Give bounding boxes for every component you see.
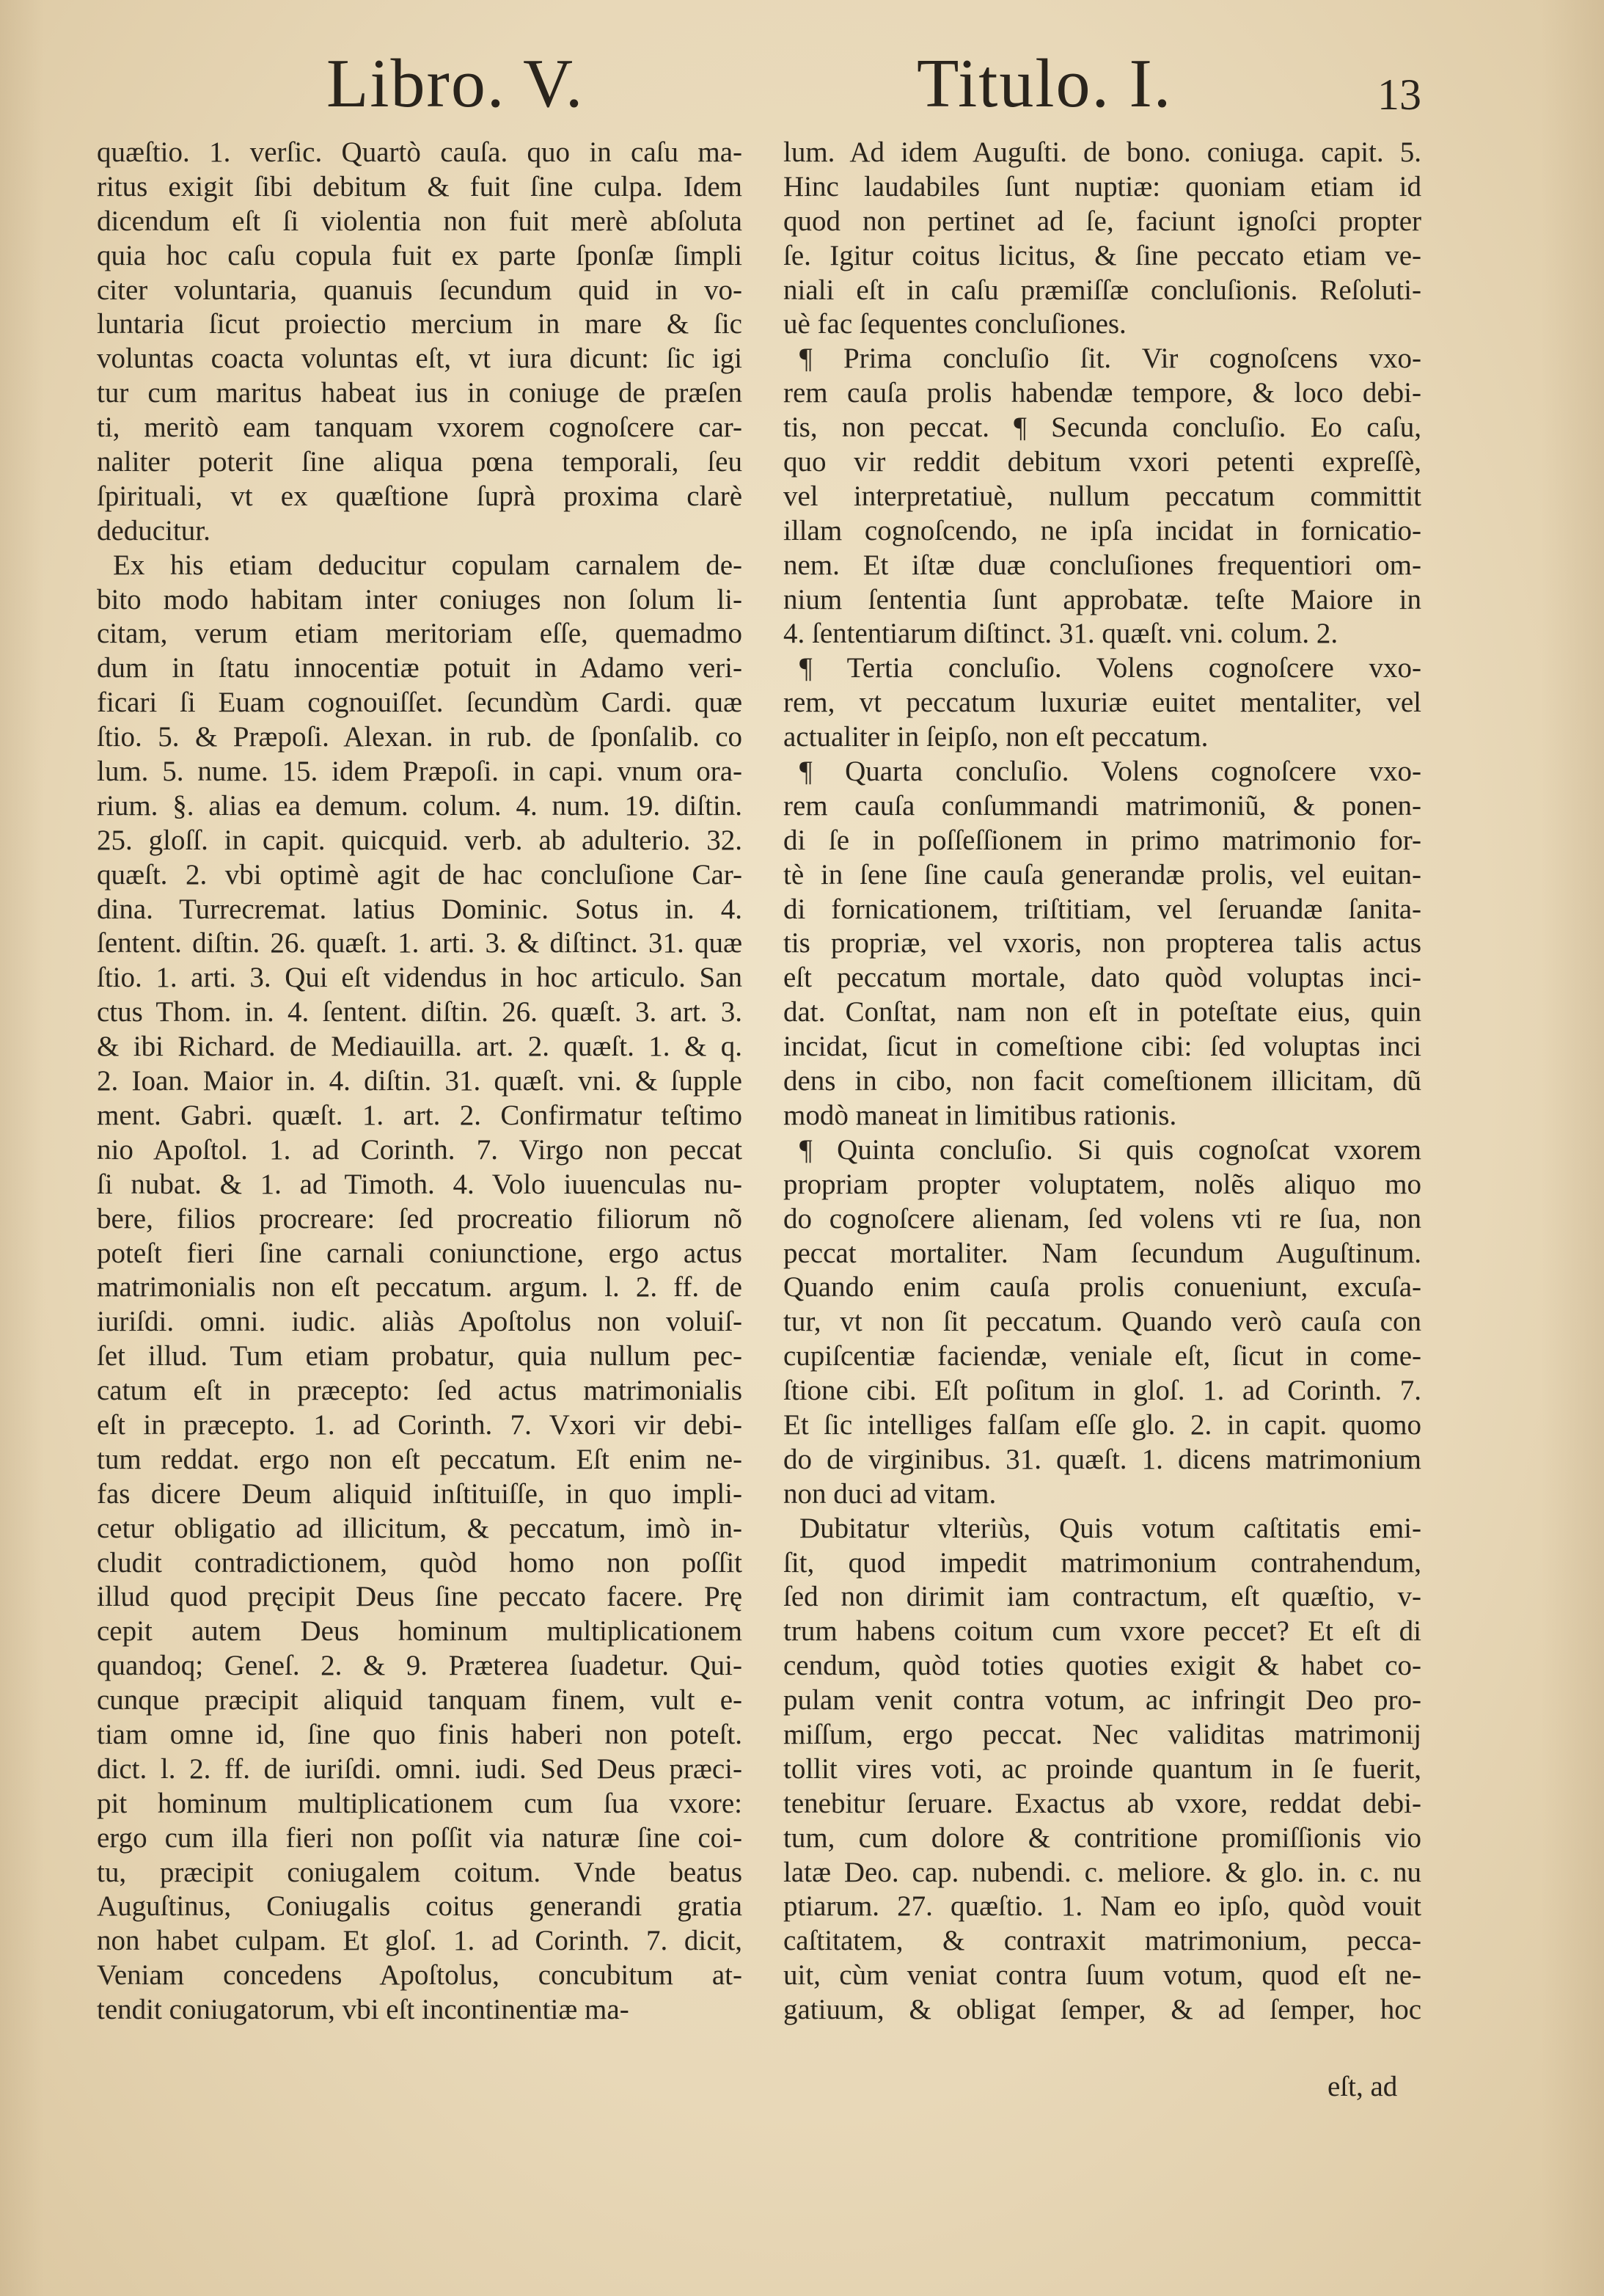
text-line: lum. Ad idem Auguſti. de bono. coniuga. capit. 5. <box>783 136 1421 168</box>
text-line: do de virginibus. 31. quæſt. 1. dicens matrimonium <box>783 1443 1421 1475</box>
text-line: voluntas coacta voluntas eſt, vt iura dicunt: ſic igi <box>97 343 742 375</box>
text-line: luntaria ſicut proiectio mercium in mare & ſic <box>97 308 742 340</box>
text-line: dum in ſtatu innocentiæ potuit in Adamo veri- <box>97 652 742 684</box>
text-line: tiam omne id, ſine quo finis haberi non poteſt. <box>97 1718 742 1750</box>
text-line: ſtio. 5. & Præpoſi. Alexan. in rub. de ſponſalib. co <box>97 721 742 753</box>
text-line: cendum, quòd toties quoties exigit & habet co- <box>783 1650 1421 1682</box>
text-line: ſe. Igitur coitus licitus, & ſine peccato etiam ve- <box>783 239 1421 271</box>
text-line: catum eſt in præcepto: ſed actus matrimonialis <box>97 1375 742 1407</box>
text-line: dicendum eſt ſi violentia non fuit merè abſoluta <box>97 205 742 237</box>
text-line: dat. Conſtat, nam non eſt in poteſtate eius, quin <box>783 996 1421 1028</box>
text-line: ſed non dirimit iam contractum, eſt quæſtio, v- <box>783 1581 1421 1613</box>
text-line: dict. l. 2. ff. de iuriſdi. omni. iudi. Sed Deus præci- <box>97 1752 742 1785</box>
text-line: niali eſt in caſu præmiſſæ concluſionis. Reſoluti- <box>783 274 1421 306</box>
text-line: quo vir reddit debitum vxori petenti expreſſè, <box>783 446 1421 478</box>
text-line: rem, vt peccatum luxuriæ euitet mentaliter, vel <box>783 687 1421 719</box>
text-line: tur cum maritus habeat ius in coniuge de præſen <box>97 377 742 409</box>
text-line: ¶ Quinta concluſio. Si quis cognoſcat vxorem <box>799 1133 1421 1166</box>
text-line: ſet illud. Tum etiam probatur, quia nullum pec- <box>97 1340 742 1372</box>
text-line: Veniam concedens Apoſtolus, concubitum at- <box>97 1959 742 1992</box>
text-line: quod non pertinet ad ſe, faciunt ignoſci propter <box>783 205 1421 237</box>
text-line: cetur obligatio ad illicitum, & peccatum, imò in- <box>97 1512 742 1544</box>
text-line: ment. Gabri. quæſt. 1. art. 2. Confirmatur teſtimo <box>97 1099 742 1131</box>
text-line: trum habens coitum cum vxore peccet? Et eſt di <box>783 1615 1421 1648</box>
text-line: quæſtio. 1. verſic. Quartò cauſa. quo in caſu ma- <box>97 136 742 168</box>
header-book: Libro. V. <box>326 45 585 122</box>
text-line: non duci ad vitam. <box>783 1477 997 1510</box>
text-line: cupiſcentiæ faciendæ, veniale eſt, ſicut in come- <box>783 1340 1421 1372</box>
left-text-column <box>97 136 742 2028</box>
text-line: tenebitur ſeruare. Exactus ab vxore, reddat debi- <box>783 1787 1421 1819</box>
text-line: do cognoſcere alienam, ſed volens vti re ſua, non <box>783 1202 1421 1235</box>
text-line: ¶ Tertia concluſio. Volens cognoſcere vxo- <box>799 652 1421 684</box>
text-line: & ibi Richard. de Mediauilla. art. 2. quæſt. 1. & q. <box>97 1031 742 1063</box>
text-line: di fornicationem, triſtitiam, vel ſeruandæ ſanita- <box>783 893 1421 925</box>
text-line: tis, non peccat. ¶ Secunda concluſio. Eo caſu, <box>783 412 1421 444</box>
text-line: cepit autem Deus hominum multiplicationem <box>97 1615 742 1648</box>
text-line: uè fac ſequentes concluſiones. <box>783 308 1127 340</box>
text-line: bere, filios procreare: ſed procreatio filiorum nõ <box>97 1202 742 1235</box>
text-line: eſt peccatum mortale, dato quòd voluptas inci- <box>783 962 1421 994</box>
text-line: nem. Et iſtæ duæ concluſiones frequentiori om- <box>783 549 1421 581</box>
text-line: actualiter in ſeipſo, non eſt peccatum. <box>783 721 1209 753</box>
text-line: Dubitatur vlteriùs, Quis votum caſtitatis emi- <box>799 1512 1421 1544</box>
text-line: pit hominum multiplicationem cum ſua vxore: <box>97 1787 742 1819</box>
text-line: rem cauſa conſummandi matrimoniũ, & ponen- <box>783 789 1421 822</box>
text-line: tum reddat. ergo non eſt peccatum. Eſt enim ne- <box>97 1443 742 1475</box>
text-line: citam, verum etiam meritoriam eſſe, quemadmo <box>97 618 742 650</box>
text-line: quæſt. 2. vbi optimè agit de hac concluſione Car- <box>97 858 742 891</box>
text-line: Quando enim cauſa prolis conueniunt, excuſa- <box>783 1271 1421 1304</box>
text-line: tu, præcipit coniugalem coitum. Vnde beatus <box>97 1856 742 1888</box>
text-line: latæ Deo. cap. nubendi. c. meliore. & glo. in. c. nu <box>783 1856 1421 1888</box>
text-line: 25. gloſſ. in capit. quicquid. verb. ab adulterio. 32. <box>97 824 742 856</box>
text-line: fas dicere Deum aliquid inſtituiſſe, in quo impli- <box>97 1477 742 1510</box>
text-line: ptiarum. 27. quæſtio. 1. Nam eo ipſo, quòd vouit <box>783 1890 1421 1923</box>
text-line: tè in ſene ſine cauſa generandæ prolis, vel euitan- <box>783 858 1421 891</box>
text-line: illam cognoſcendo, ne ipſa incidat in fornicatio- <box>783 514 1421 546</box>
text-line: lum. 5. nume. 15. idem Præpoſi. in capi. vnum ora- <box>97 756 742 788</box>
text-line: Ex his etiam deducitur copulam carnalem de- <box>113 549 742 581</box>
text-line: quandoq; Geneſ. 2. & 9. Præterea ſuadetur. Qui- <box>97 1650 742 1682</box>
text-line: di ſe in poſſeſſionem in primo matrimonio for- <box>783 824 1421 856</box>
text-line: ritus exigit ſibi debitum & fuit ſine culpa. Idem <box>97 170 742 202</box>
text-line: dina. Turrecremat. latius Dominic. Sotus in. 4. <box>97 893 742 925</box>
text-line: Hinc laudabiles ſunt nuptiæ: quoniam etiam id <box>783 170 1421 202</box>
text-line: ¶ Quarta concluſio. Volens cognoſcere vxo- <box>799 756 1421 788</box>
text-line: ſi nubat. & 1. ad Timoth. 4. Volo iuuenculas nu- <box>97 1168 742 1200</box>
text-line: eſt in præcepto. 1. ad Corinth. 7. Vxori vir debi- <box>97 1408 742 1441</box>
text-line: poteſt fieri ſine carnali coniunctione, ergo actus <box>97 1237 742 1269</box>
text-line: iuriſdi. omni. iudic. aliàs Apoſtolus non voluiſ- <box>97 1306 742 1338</box>
text-line: nium ſententia ſunt approbatæ. teſte Maiore in <box>783 583 1421 615</box>
text-line: Auguſtinus, Coniugalis coitus generandi gratia <box>97 1890 742 1923</box>
text-line: ſpirituali, vt ex quæſtione ſuprà proxima clarè <box>97 480 742 512</box>
text-line: modò maneat in limitibus rationis. <box>783 1099 1177 1131</box>
catchword: eſt, ad <box>1327 2071 1398 2102</box>
text-line: miſſum, ergo peccat. Nec validitas matrimonij <box>783 1718 1421 1750</box>
text-line: pulam venit contra votum, ac infringit Deo pro- <box>783 1684 1421 1716</box>
text-line: tollit vires voti, ac proinde quantum in ſe fuerit, <box>783 1752 1421 1785</box>
text-line: ergo cum illa fieri non poſſit via naturæ ſine coi- <box>97 1821 742 1854</box>
text-line: rium. §. alias ea demum. colum. 4. num. 19. diſtin. <box>97 789 742 822</box>
text-line: ſit, quod impedit matrimonium contrahendum, <box>783 1546 1421 1579</box>
text-line: dens in cibo, non facit comeſtionem illicitam, dũ <box>783 1065 1421 1097</box>
text-line: tum, cum dolore & contritione promiſſionis vio <box>783 1821 1421 1854</box>
page-edge-shadow-right <box>1540 0 1604 2296</box>
text-line: ſtio. 1. arti. 3. Qui eſt videndus in hoc articulo. San <box>97 962 742 994</box>
text-line: nio Apoſtol. 1. ad Corinth. 7. Virgo non peccat <box>97 1133 742 1166</box>
text-line: ſtione cibi. Eſt poſitum in gloſ. 1. ad Corinth. 7. <box>783 1375 1421 1407</box>
text-line: tur, vt non ſit peccatum. Quando verò cauſa con <box>783 1306 1421 1338</box>
text-line: 2. Ioan. Maior in. 4. diſtin. 31. quæſt. vni. & ſupple <box>97 1065 742 1097</box>
text-line: propriam propter voluptatem, nolẽs aliquo mo <box>783 1168 1421 1200</box>
text-line: bito modo habitam inter coniuges non ſolum li- <box>97 583 742 615</box>
text-line: vel interpretatiuè, nullum peccatum committit <box>783 480 1421 512</box>
text-line: illud quod pręcipit Deus ſine peccato facere. Prę <box>97 1581 742 1613</box>
text-line: Et ſic intelliges falſam eſſe glo. 2. in capit. quomo <box>783 1408 1421 1441</box>
text-line: incidat, ſicut in comeſtione cibi: ſed voluptas inci <box>783 1031 1421 1063</box>
text-line: gatiuum, & obligat ſemper, & ad ſemper, hoc <box>783 1994 1421 2026</box>
text-line: peccat mortaliter. Nam ſecundum Auguſtinum. <box>783 1237 1421 1269</box>
text-line: caſtitatem, & contraxit matrimonium, pecca- <box>783 1925 1421 1957</box>
text-line: naliter poterit ſine aliqua pœna temporali, ſeu <box>97 446 742 478</box>
text-line: ctus Thom. in. 4. ſentent. diſtin. 26. quæſt. 3. art. 3. <box>97 996 742 1028</box>
text-line: quia hoc caſu copula fuit ex parte ſponſæ ſimpli <box>97 239 742 271</box>
text-line: matrimonialis non eſt peccatum. argum. l. 2. ff. de <box>97 1271 742 1304</box>
text-line: ficari ſi Euam cognouiſſet. ſecundùm Cardi. quæ <box>97 687 742 719</box>
text-line: rem cauſa prolis habendæ tempore, & loco debi- <box>783 377 1421 409</box>
text-line: uit, cùm veniat contra ſuum votum, quod eſt ne- <box>783 1959 1421 1992</box>
text-line: non habet culpam. Et gloſ. 1. ad Corinth. 7. dicit, <box>97 1925 742 1957</box>
page-edge-shadow-left <box>0 0 44 2296</box>
right-text-column <box>783 136 1421 2028</box>
text-line: tis propriæ, vel vxoris, non propterea talis actus <box>783 927 1421 959</box>
text-line: ¶ Prima concluſio ſit. Vir cognoſcens vxo- <box>799 343 1421 375</box>
header-title: Titulo. I. <box>917 45 1173 122</box>
text-line: deducitur. <box>97 514 210 546</box>
text-line: ti, meritò eam tanquam vxorem cognoſcere car- <box>97 412 742 444</box>
text-line: cunque præcipit aliquid tanquam finem, vult e- <box>97 1684 742 1716</box>
text-line: citer voluntaria, quanuis ſecundum quid in vo- <box>97 274 742 306</box>
text-line: ſentent. diſtin. 26. quæſt. 1. arti. 3. & diſtinct. 31. quæ <box>97 927 742 959</box>
text-line: cludit contradictionem, quòd homo non poſſit <box>97 1546 742 1579</box>
page-number: 13 <box>1377 70 1421 119</box>
running-header <box>0 29 1604 125</box>
text-line: tendit coniugatorum, vbi eſt incontinentiæ ma- <box>97 1994 629 2026</box>
text-line: 4. ſententiarum diſtinct. 31. quæſt. vni. colum. 2. <box>783 618 1339 650</box>
